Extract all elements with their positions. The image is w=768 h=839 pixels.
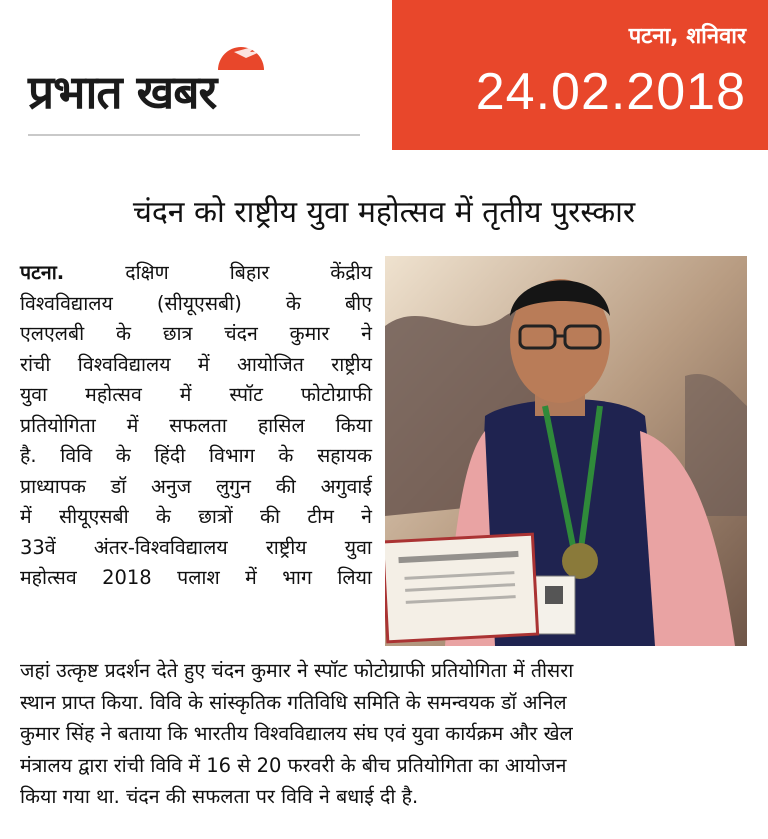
text-line: [20, 258, 372, 289]
text-line: युवा महोत्सव में स्पॉट फोटोग्राफी: [20, 383, 372, 406]
edition-date: 24.02.2018: [475, 63, 746, 121]
text-line: विश्वविद्यालय (सीयूएसबी) के बीए: [20, 291, 372, 315]
text-line: रांची विश्वविद्यालय में आयोजित राष्ट्रीय: [20, 352, 372, 376]
text-line: प्रतियोगिता में सफलता हासिल किया: [20, 413, 372, 437]
article-column-text: [20, 258, 372, 594]
logo-divider: [28, 134, 360, 136]
sunrise-bird-icon: [216, 42, 266, 72]
text-line: एलएलबी के छात्र चंदन कुमार ने: [20, 322, 372, 345]
article-headline: चंदन को राष्ट्रीय युवा महोत्सव में तृतीय पुरस्कार: [132, 195, 636, 230]
city-day: पटना, शनिवार: [628, 24, 746, 49]
article-photo: [385, 256, 747, 646]
text-line: 33वें अंतर-विश्वविद्यालय राष्ट्रीय युवा: [20, 535, 372, 559]
text-line: किया गया था. चंदन की सफलता पर विवि ने बधाई दी है.: [20, 785, 419, 808]
text-line: मंत्रालय द्वारा रांची विवि में 16 से 20 फरवरी के बीच प्रतियोगिता का आयोजन: [20, 753, 567, 777]
text-line-content: दक्षिण बिहार केंद्रीय: [125, 261, 373, 284]
text-line: प्राध्यापक डॉ अनुज लुगुन की अगुवाई: [20, 474, 372, 498]
article-continued-text: [20, 655, 750, 813]
text-line: कुमार सिंह ने बताया कि भारतीय विश्वविद्यालय संघ एवं युवा कार्यक्रम और खेल: [20, 722, 573, 745]
logo-text: प्रभात खबर: [28, 65, 217, 119]
text-line: में सीयूएसबी के छात्रों की टीम ने: [20, 505, 372, 528]
text-line: महोत्सव 2018 पलाश में भाग लिया: [20, 566, 372, 589]
dateline: पटना.: [20, 261, 65, 284]
text-line: स्थान प्राप्त किया. विवि के सांस्कृतिक गतिविधि समिति के समन्वयक डॉ अनिल: [20, 690, 567, 714]
masthead: [0, 0, 768, 160]
newspaper-logo: [28, 42, 378, 142]
text-line: जहां उत्कृष्ट प्रदर्शन देते हुए चंदन कुमार ने स्पॉट फोटोग्राफी प्रतियोगिता में तीसरा: [20, 659, 574, 682]
student-with-certificate-photo: [385, 256, 747, 646]
date-banner: [392, 0, 768, 150]
text-line: है. विवि के हिंदी विभाग के सहायक: [20, 444, 372, 467]
